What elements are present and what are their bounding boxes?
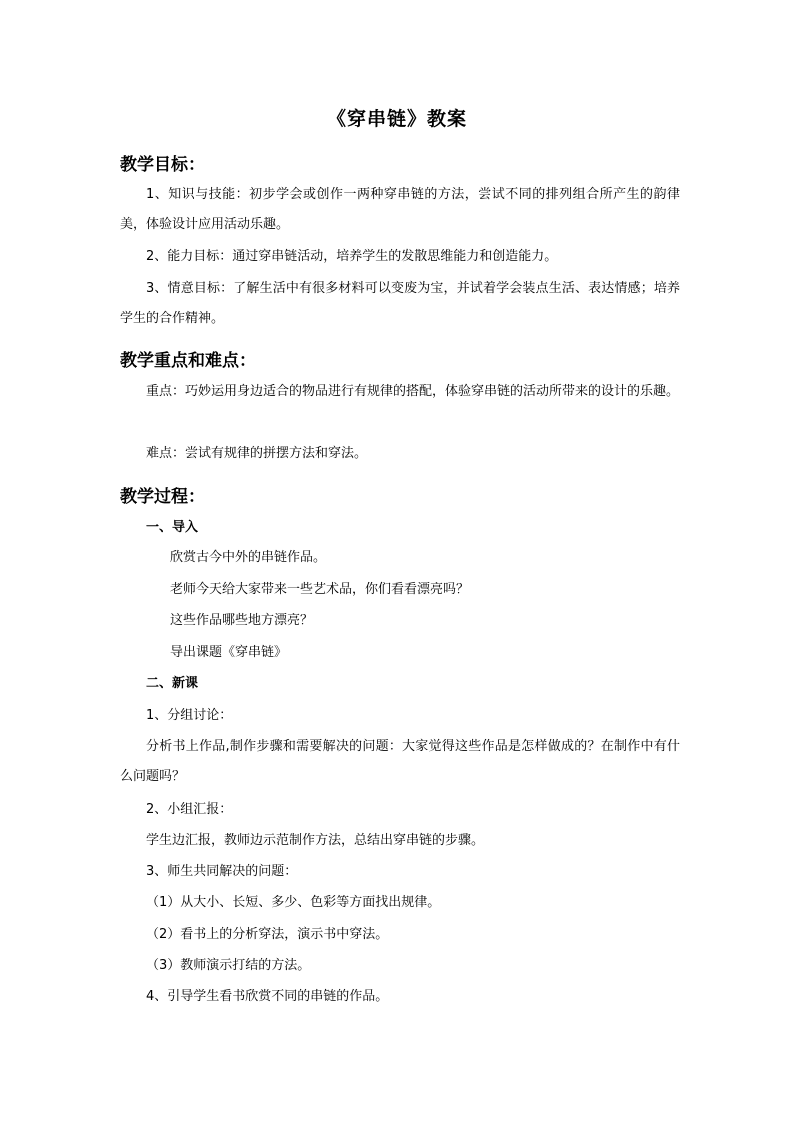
step4-label: 4、引导学生看书欣赏不同的串链的作品。 bbox=[146, 989, 389, 1004]
step2-text: 学生边汇报，教师边示范制作方法，总结出穿串链的步骤。 bbox=[146, 833, 485, 848]
goal-item-2: 2、能力目标：通过穿串链活动，培养学生的发散思维能力和创造能力。 bbox=[146, 249, 558, 264]
step1-label: 1、分组讨论： bbox=[146, 708, 233, 723]
goal-item-1: 1、知识与技能：初步学会或创作一两种穿串链的方法，尝试不同的排列组合所产生的韵律美，体验设计应用活动乐趣。 bbox=[120, 187, 680, 232]
new-lesson-heading: 二、新课 bbox=[146, 676, 199, 691]
intro-line-3: 这些作品哪些地方漂亮？ bbox=[170, 613, 314, 628]
intro-line-2: 老师今天给大家带来一些艺术品，你们看看漂亮吗？ bbox=[170, 582, 470, 597]
key-point-focus: 重点：巧妙运用身边适合的物品进行有规律的搭配，体验穿串链的活动所带来的设计的乐趣。 bbox=[146, 384, 680, 399]
step1-text: 分析书上作品,制作步骤和需要解决的问题：大家觉得这些作品是怎样做成的？在制作中有什么问题吗？ bbox=[120, 739, 680, 784]
step2-label: 2、小组汇报： bbox=[146, 802, 233, 817]
goals-heading: 教学目标： bbox=[120, 155, 205, 175]
document-title: 《穿串链》教案 bbox=[326, 108, 467, 130]
process-heading: 教学过程： bbox=[120, 487, 205, 507]
intro-line-1: 欣赏古今中外的串链作品。 bbox=[170, 550, 327, 565]
intro-heading: 一、导入 bbox=[146, 520, 199, 535]
step3-label: 3、师生共同解决的问题： bbox=[146, 864, 298, 879]
key-point-difficulty: 难点：尝试有规律的拼摆方法和穿法。 bbox=[146, 446, 368, 461]
intro-line-4: 导出课题《穿串链》 bbox=[170, 645, 288, 660]
goal-item-3: 3、情意目标：了解生活中有很多材料可以变废为宝，并试着学会装点生活、表达情感；培养学生的合作精神。 bbox=[120, 281, 680, 326]
step3-item-1: （1）从大小、长短、多少、色彩等方面找出规律。 bbox=[146, 895, 441, 910]
step3-item-3: （3）教师演示打结的方法。 bbox=[146, 958, 311, 973]
key-points-heading: 教学重点和难点： bbox=[120, 351, 256, 371]
step3-item-2: （2）看书上的分析穿法，演示书中穿法。 bbox=[146, 927, 389, 942]
